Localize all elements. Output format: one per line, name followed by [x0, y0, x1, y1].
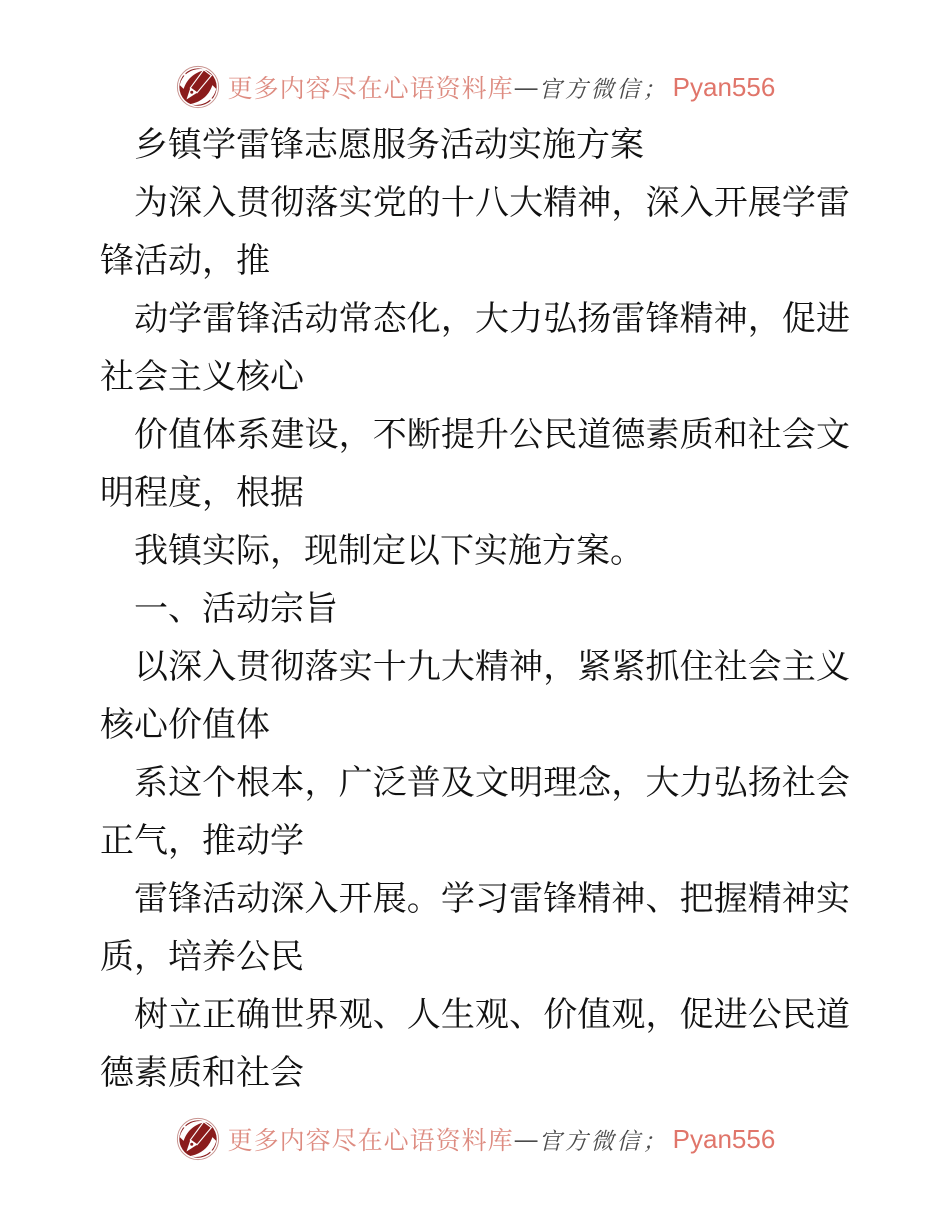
watermark-dash: —: [513, 72, 539, 102]
watermark-wechat-label: 官方微信；: [538, 1128, 669, 1155]
doc-line: 德素质和社会: [100, 1053, 304, 1093]
doc-line: 系这个根本，广泛普及文明理念，大力弘扬社会: [134, 763, 850, 803]
doc-line: 树立正确世界观、人生观、价值观，促进公民道: [134, 995, 850, 1035]
watermark-wechat-id: Pyan556: [672, 1123, 776, 1154]
doc-line: 明程度，根据: [100, 473, 304, 513]
document-body: [100, 116, 850, 1102]
header-watermark: [0, 64, 950, 110]
doc-line: 雷锋活动深入开展。学习雷锋精神、把握精神实: [134, 879, 850, 919]
doc-line: 核心价值体: [100, 705, 270, 745]
doc-heading: 一、活动宗旨: [134, 589, 338, 629]
xinyu-pen-logo-icon: [175, 1116, 221, 1162]
watermark-wechat-id: Pyan556: [672, 71, 776, 102]
watermark-brand-text: 更多内容尽在心语资料库: [227, 1126, 514, 1155]
doc-title: 乡镇学雷锋志愿服务活动实施方案: [134, 125, 644, 165]
doc-line: 正气，推动学: [100, 821, 304, 861]
xinyu-pen-logo-icon: [175, 64, 221, 110]
doc-line: 价值体系建设，不断提升公民道德素质和社会文: [134, 415, 850, 455]
watermark-brand-text: 更多内容尽在心语资料库: [227, 74, 514, 103]
doc-line: 我镇实际，现制定以下实施方案。: [134, 531, 644, 571]
watermark-dash: —: [513, 1124, 539, 1154]
footer-watermark: [0, 1116, 950, 1162]
doc-line: 锋活动，推: [100, 241, 270, 281]
doc-line: 社会主义核心: [100, 357, 304, 397]
doc-line: 动学雷锋活动常态化，大力弘扬雷锋精神，促进: [134, 299, 850, 339]
doc-line: 以深入贯彻落实十九大精神，紧紧抓住社会主义: [134, 647, 850, 687]
doc-line: 为深入贯彻落实党的十八大精神，深入开展学雷: [134, 183, 850, 223]
watermark-wechat-label: 官方微信；: [538, 76, 669, 103]
doc-line: 质，培养公民: [100, 937, 304, 977]
